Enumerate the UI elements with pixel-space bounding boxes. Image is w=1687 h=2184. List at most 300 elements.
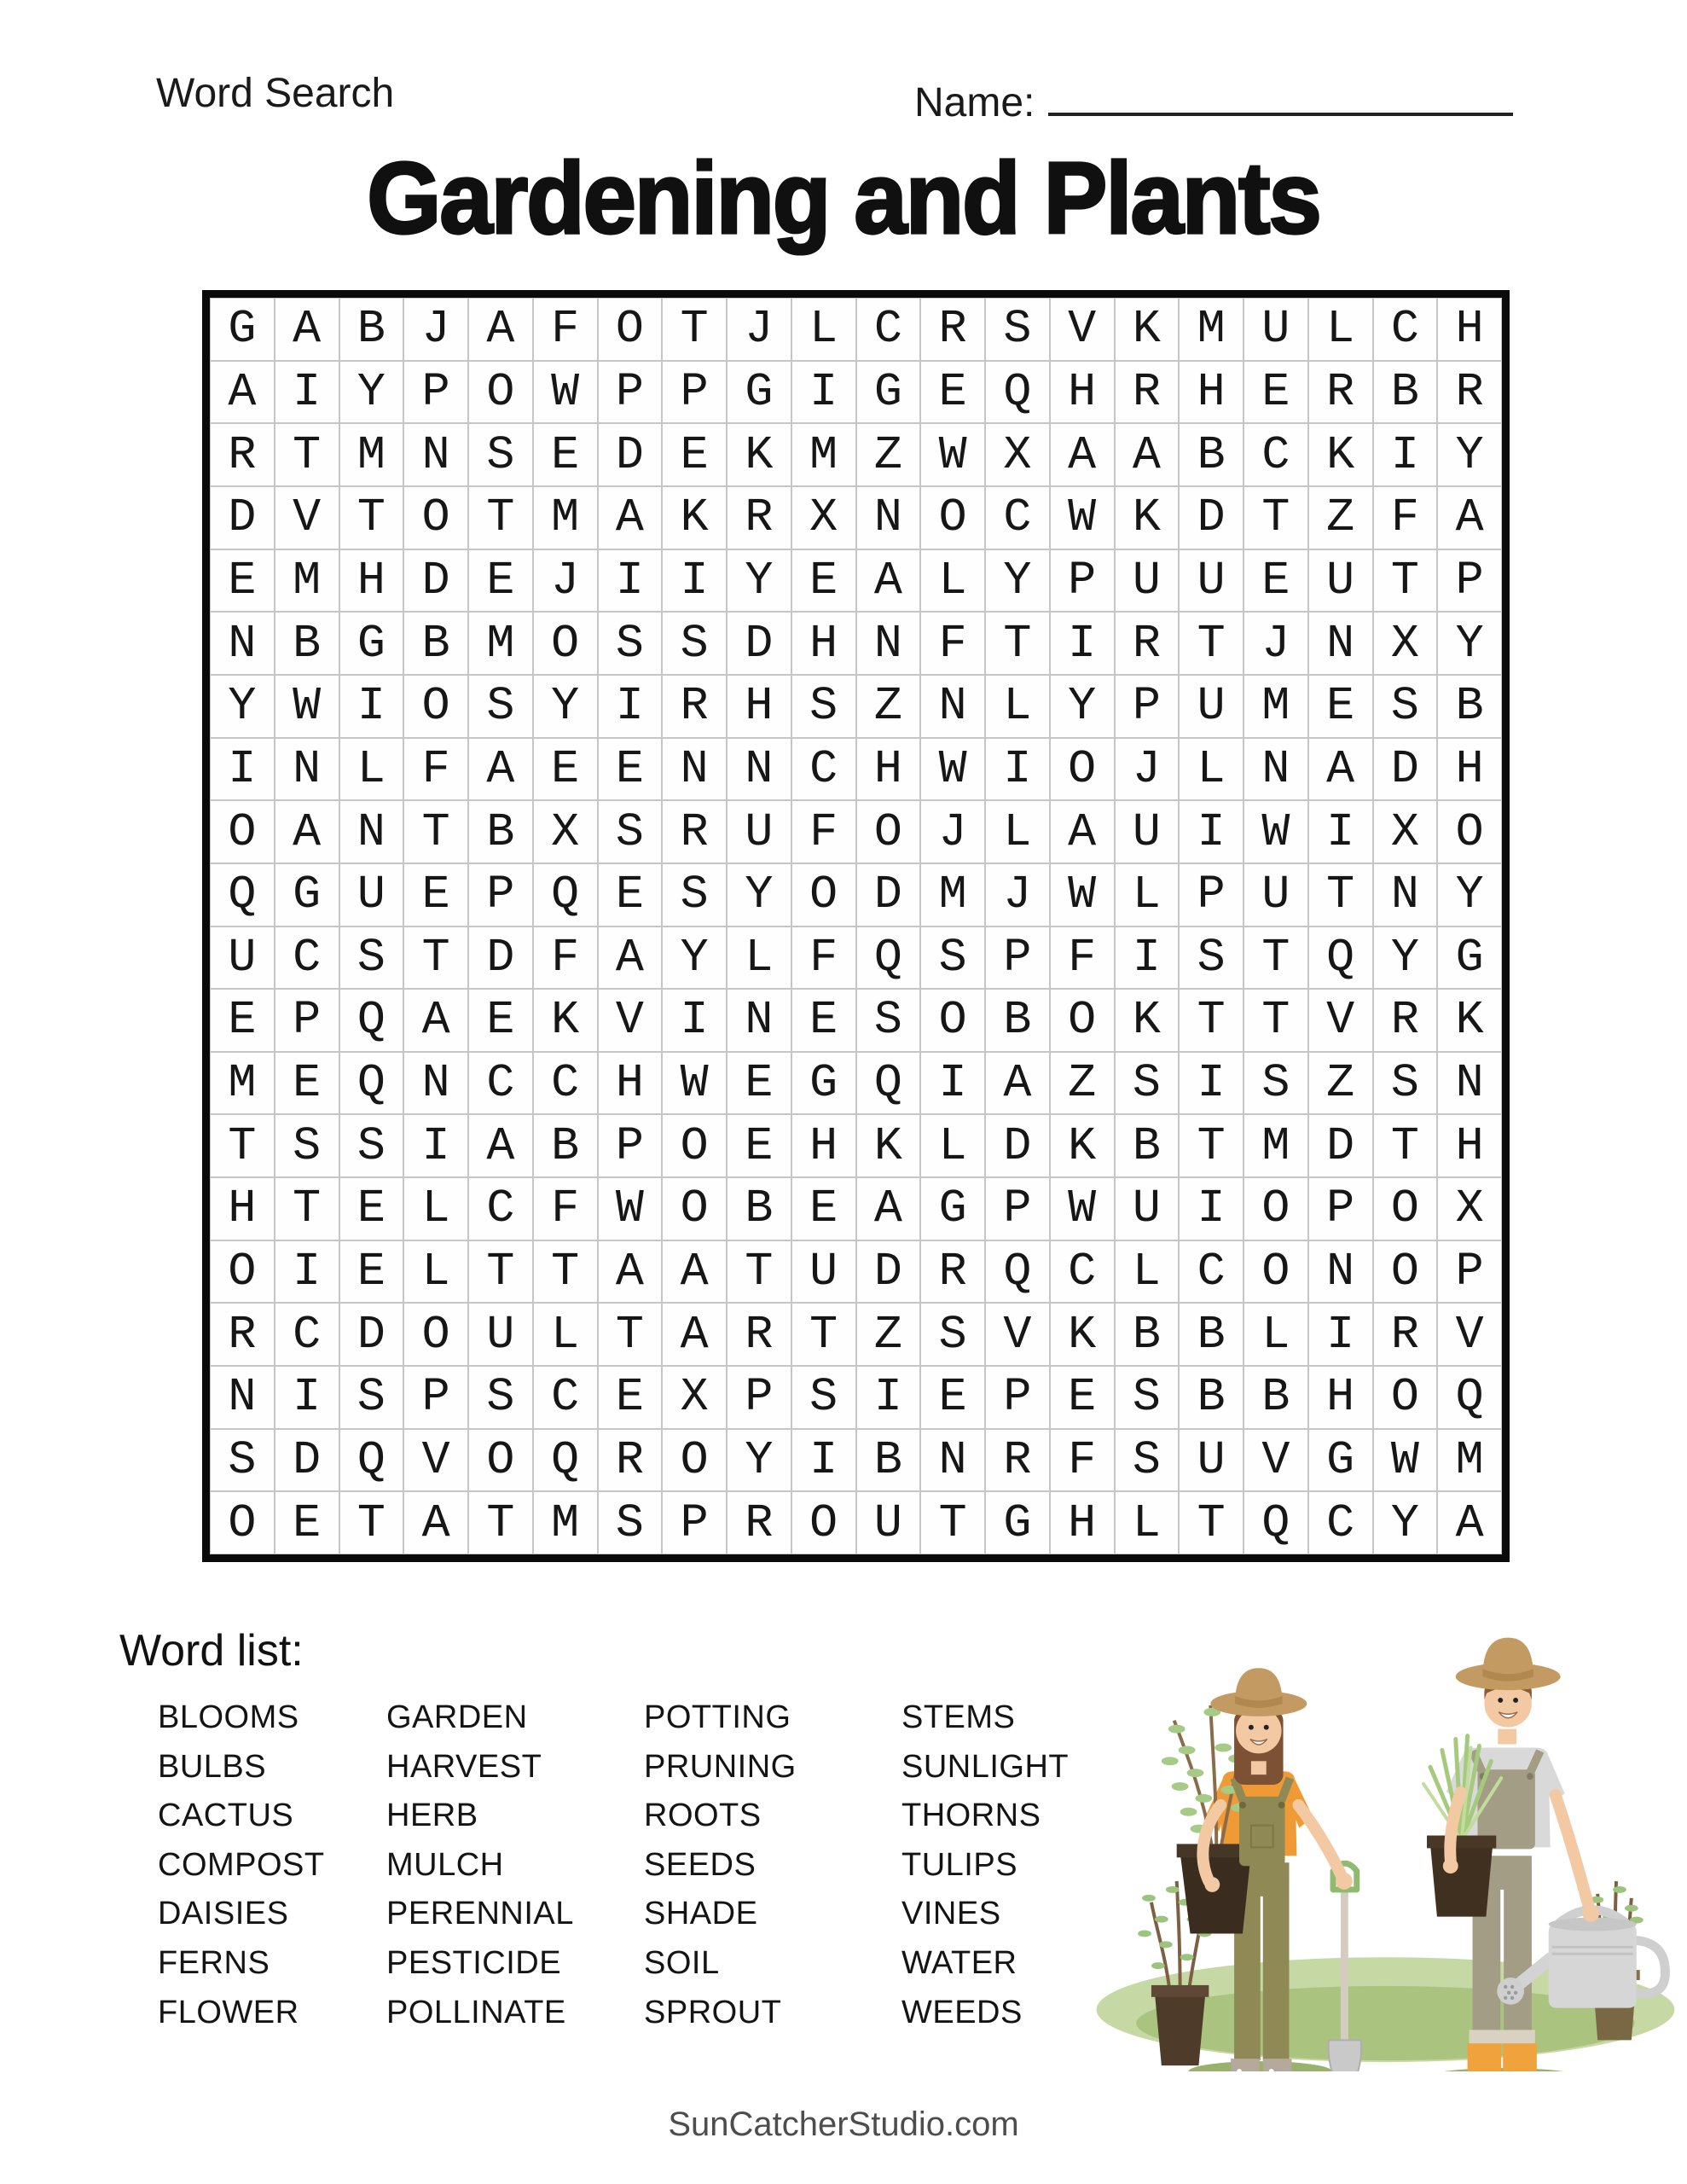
grid-cell: E <box>339 1240 404 1304</box>
grid-cell: C <box>1050 1240 1115 1304</box>
grid-cell: I <box>598 549 663 613</box>
grid-cell: T <box>339 1491 404 1554</box>
grid-cell: E <box>210 549 275 613</box>
word-list-item: BLOOMS <box>158 1699 299 1735</box>
grid-cell: O <box>210 1491 275 1554</box>
grid-cell: G <box>275 863 339 926</box>
grid-cell: B <box>1179 1366 1244 1429</box>
grid-cell: Y <box>210 675 275 738</box>
grid-cell: I <box>275 1240 339 1304</box>
grid-cell: O <box>1050 989 1115 1052</box>
grid-cell: C <box>1373 298 1438 361</box>
grid-cell: O <box>791 863 856 926</box>
grid-cell: O <box>791 1491 856 1554</box>
word-list-item: SEEDS <box>644 1846 757 1883</box>
grid-cell: C <box>533 1052 598 1115</box>
grid-cell: K <box>1050 1114 1115 1177</box>
grid-cell: S <box>598 612 663 675</box>
grid-cell: G <box>210 298 275 361</box>
grid-cell: S <box>339 1114 404 1177</box>
grid-cell: X <box>1437 1177 1502 1240</box>
word-list-item: PERENNIAL <box>386 1896 574 1932</box>
grid-cell: C <box>856 298 921 361</box>
grid-cell: E <box>727 1114 791 1177</box>
grid-cell: A <box>1437 486 1502 549</box>
grid-cell: N <box>727 738 791 801</box>
grid-cell: F <box>791 926 856 990</box>
grid-cell: C <box>791 738 856 801</box>
grid-cell: I <box>1373 423 1438 486</box>
grid-cell: S <box>985 298 1050 361</box>
grid-cell: B <box>1179 1303 1244 1366</box>
grid-cell: M <box>533 486 598 549</box>
grid-cell: I <box>985 738 1050 801</box>
grid-cell: E <box>791 1177 856 1240</box>
grid-cell: N <box>275 738 339 801</box>
grid-cell: B <box>275 612 339 675</box>
grid-cell: Y <box>1437 423 1502 486</box>
grid-cell: W <box>598 1177 663 1240</box>
grid-cell: I <box>1308 800 1373 863</box>
grid-cell: Y <box>1437 612 1502 675</box>
grid-cell: S <box>1179 926 1244 990</box>
grid-cell: H <box>339 549 404 613</box>
word-list-item: COMPOST <box>158 1846 325 1883</box>
grid-cell: S <box>791 1366 856 1429</box>
name-blank-line <box>1048 70 1513 116</box>
grid-cell: O <box>468 1429 533 1492</box>
grid-cell: Y <box>727 549 791 613</box>
grid-cell: H <box>1437 738 1502 801</box>
word-list-item: SUNLIGHT <box>901 1748 1070 1785</box>
grid-cell: G <box>920 1177 985 1240</box>
grid-cell: E <box>1308 675 1373 738</box>
grid-cell: Q <box>985 1240 1050 1304</box>
grid-cell: I <box>275 361 339 424</box>
grid-cell: K <box>1115 989 1180 1052</box>
grid-cell: T <box>985 612 1050 675</box>
grid-cell: I <box>1179 1177 1244 1240</box>
grid-cell: E <box>920 361 985 424</box>
grid-cell: I <box>662 989 727 1052</box>
grid-cell: H <box>1308 1366 1373 1429</box>
grid-cell: O <box>1437 800 1502 863</box>
grid-cell: I <box>210 738 275 801</box>
grid-cell: K <box>1437 989 1502 1052</box>
grid-cell: M <box>1179 298 1244 361</box>
man-head <box>1456 1638 1561 1745</box>
grid-cell: N <box>210 612 275 675</box>
grid-cell: A <box>856 549 921 613</box>
grid-cell: E <box>1050 1366 1115 1429</box>
grid-cell: P <box>468 863 533 926</box>
grid-cell: H <box>791 1114 856 1177</box>
grid-cell: Y <box>533 675 598 738</box>
word-list-item: HARVEST <box>386 1748 542 1785</box>
grid-cell: Z <box>856 675 921 738</box>
grid-cell: M <box>791 423 856 486</box>
grid-cell: E <box>662 423 727 486</box>
woman-head <box>1210 1668 1307 1785</box>
grid-cell: L <box>1115 1240 1180 1304</box>
grid-cell: K <box>662 486 727 549</box>
grid-cell: I <box>856 1366 921 1429</box>
word-list-column <box>901 1693 1069 2037</box>
grid-cell: O <box>468 361 533 424</box>
word-list-item: SPROUT <box>644 1994 782 2030</box>
grid-cell: D <box>1373 738 1438 801</box>
grid-cell: A <box>468 738 533 801</box>
grid-cell: T <box>1179 612 1244 675</box>
word-list-item: SOIL <box>644 1944 720 1981</box>
grid-cell: Z <box>856 1303 921 1366</box>
grid-cell: N <box>403 423 468 486</box>
grid-cell: V <box>1050 298 1115 361</box>
grid-cell: B <box>1437 675 1502 738</box>
grid-cell: A <box>856 1177 921 1240</box>
grid-cell: L <box>920 549 985 613</box>
grid-cell: O <box>662 1114 727 1177</box>
grid-cell: L <box>727 926 791 990</box>
grid-cell: T <box>339 486 404 549</box>
grid-cell: S <box>1373 1052 1438 1115</box>
grid-cell: I <box>1050 612 1115 675</box>
grid-cell: H <box>1437 1114 1502 1177</box>
grid-cell: S <box>468 675 533 738</box>
grid-cell: U <box>856 1491 921 1554</box>
grid-cell: P <box>1179 863 1244 926</box>
word-list-item: FERNS <box>158 1944 270 1981</box>
grid-cell: D <box>1308 1114 1373 1177</box>
grid-cell: B <box>1179 423 1244 486</box>
grid-cell: F <box>791 800 856 863</box>
grid-cell: N <box>727 989 791 1052</box>
grid-cell: I <box>1179 800 1244 863</box>
grid-cell: Q <box>339 1052 404 1115</box>
grid-cell: K <box>1050 1303 1115 1366</box>
grid-cell: W <box>1050 863 1115 926</box>
grid-cell: A <box>1115 423 1180 486</box>
grid-cell: S <box>1115 1366 1180 1429</box>
grid-cell: H <box>1050 361 1115 424</box>
grid-cell: T <box>1179 989 1244 1052</box>
grid-cell: Z <box>1050 1052 1115 1115</box>
grid-cell: J <box>727 298 791 361</box>
grid-cell: D <box>275 1429 339 1492</box>
word-list-item: DAISIES <box>158 1896 289 1932</box>
grid-cell: O <box>598 298 663 361</box>
word-list-item: ROOTS <box>644 1798 762 1834</box>
grid-cell: T <box>1244 989 1308 1052</box>
grid-cell: C <box>985 486 1050 549</box>
grid-cell: D <box>727 612 791 675</box>
grid-cell: O <box>662 1177 727 1240</box>
grid-cell: D <box>210 486 275 549</box>
grid-cell: X <box>1373 800 1438 863</box>
grid-cell: E <box>533 738 598 801</box>
grid-cell: K <box>533 989 598 1052</box>
grid-cell: I <box>791 1429 856 1492</box>
grid-cell: T <box>1373 1114 1438 1177</box>
grid-cell: N <box>1437 1052 1502 1115</box>
grid-cell: G <box>791 1052 856 1115</box>
grid-cell: P <box>985 926 1050 990</box>
grid-cell: P <box>275 989 339 1052</box>
grid-cell: E <box>791 989 856 1052</box>
grid-cell: Q <box>1308 926 1373 990</box>
word-list-item: SHADE <box>644 1896 758 1932</box>
grid-cell: B <box>403 612 468 675</box>
grid-cell: T <box>275 423 339 486</box>
grid-cell: Q <box>339 989 404 1052</box>
grid-cell: U <box>1244 863 1308 926</box>
word-list-column <box>386 1693 574 2037</box>
grid-cell: A <box>403 1491 468 1554</box>
grid-cell: R <box>1373 1303 1438 1366</box>
grid-cell: Y <box>727 1429 791 1492</box>
grid-cell: L <box>985 800 1050 863</box>
grid-cell: E <box>468 549 533 613</box>
grid-cell: H <box>1437 298 1502 361</box>
grid-cell: R <box>662 675 727 738</box>
grid-cell: P <box>1437 549 1502 613</box>
grid-cell: F <box>1373 486 1438 549</box>
grid-cell: B <box>1244 1366 1308 1429</box>
grid-cell: Y <box>662 926 727 990</box>
grid-cell: I <box>339 675 404 738</box>
grid-cell: R <box>210 1303 275 1366</box>
grid-cell: S <box>920 1303 985 1366</box>
grid-cell: H <box>1050 1491 1115 1554</box>
grid-cell: N <box>1244 738 1308 801</box>
grid-cell: S <box>856 989 921 1052</box>
grid-cell: R <box>1115 361 1180 424</box>
grid-cell: Y <box>1373 926 1438 990</box>
grid-cell: A <box>662 1303 727 1366</box>
grid-cell: Q <box>210 863 275 926</box>
grid-cell: O <box>210 800 275 863</box>
grid-cell: D <box>856 1240 921 1304</box>
grid-cell: M <box>339 423 404 486</box>
grid-cell: N <box>1308 1240 1373 1304</box>
grid-cell: W <box>1373 1429 1438 1492</box>
grid-cell: C <box>533 1366 598 1429</box>
grid-cell: W <box>920 738 985 801</box>
grid-cell: Y <box>1437 863 1502 926</box>
grid-cell: G <box>985 1491 1050 1554</box>
grid-cell: A <box>275 298 339 361</box>
grid-cell: O <box>1373 1366 1438 1429</box>
grid-cell: Q <box>533 863 598 926</box>
word-list-item: PRUNING <box>644 1748 797 1785</box>
grid-cell: W <box>920 423 985 486</box>
grid-cell: N <box>1373 863 1438 926</box>
grid-cell: E <box>210 989 275 1052</box>
grid-cell: M <box>533 1491 598 1554</box>
grid-cell: D <box>856 863 921 926</box>
grid-cell: O <box>1244 1177 1308 1240</box>
grid-cell: L <box>1179 738 1244 801</box>
grid-cell: C <box>468 1177 533 1240</box>
word-list-item: WEEDS <box>901 1994 1023 2030</box>
grid-cell: T <box>598 1303 663 1366</box>
grid-cell: T <box>403 926 468 990</box>
grid-cell: N <box>856 612 921 675</box>
grid-cell: X <box>791 486 856 549</box>
grid-cell: E <box>275 1052 339 1115</box>
grid-cell: N <box>1308 612 1373 675</box>
grid-cell: Y <box>727 863 791 926</box>
grid-cell: I <box>1308 1303 1373 1366</box>
grid-cell: M <box>275 549 339 613</box>
grid-cell: O <box>1244 1240 1308 1304</box>
grid-cell: T <box>1179 1491 1244 1554</box>
grid-cell: B <box>856 1429 921 1492</box>
word-list-item: STEMS <box>901 1699 1016 1735</box>
word-list-item: WATER <box>901 1944 1017 1981</box>
grid-cell: G <box>727 361 791 424</box>
grid-cell: R <box>1437 361 1502 424</box>
grid-cell: P <box>1437 1240 1502 1304</box>
word-list-item: VINES <box>901 1896 1001 1932</box>
grid-cell: D <box>339 1303 404 1366</box>
word-list-item: PESTICIDE <box>386 1944 562 1981</box>
grid-cell: S <box>1244 1052 1308 1115</box>
grid-cell: A <box>1308 738 1373 801</box>
grid-cell: S <box>598 800 663 863</box>
grid-cell: I <box>275 1366 339 1429</box>
grid-cell: J <box>1244 612 1308 675</box>
grid-cell: R <box>1373 989 1438 1052</box>
grid-cell: U <box>1115 800 1180 863</box>
grid-cell: U <box>1115 1177 1180 1240</box>
grid-cell: P <box>985 1177 1050 1240</box>
word-list-item: TULIPS <box>901 1846 1018 1883</box>
grid-cell: D <box>403 549 468 613</box>
grid-cell: M <box>468 612 533 675</box>
grid-cell: O <box>533 612 598 675</box>
word-list-column <box>158 1693 325 2037</box>
grid-cell: G <box>1308 1429 1373 1492</box>
grid-cell: Q <box>339 1429 404 1492</box>
grid-cell: Y <box>985 549 1050 613</box>
grid-cell: K <box>1115 486 1180 549</box>
grid-cell: R <box>920 298 985 361</box>
grid-cell: I <box>1115 926 1180 990</box>
grid-cell: V <box>275 486 339 549</box>
grid-cell: F <box>1050 926 1115 990</box>
grid-cell: E <box>403 863 468 926</box>
grid-cell: C <box>1244 423 1308 486</box>
grid-cell: M <box>1244 675 1308 738</box>
gardeners-illustration <box>1085 1602 1678 2071</box>
grid-cell: Y <box>1373 1491 1438 1554</box>
grid-cell: T <box>210 1114 275 1177</box>
grid-cell: R <box>727 1303 791 1366</box>
grid-cell: L <box>985 675 1050 738</box>
grid-cell: N <box>403 1052 468 1115</box>
grid-cell: I <box>791 361 856 424</box>
grid-cell: U <box>1179 549 1244 613</box>
grid-cell: A <box>598 1240 663 1304</box>
grid-cell: N <box>920 1429 985 1492</box>
grid-cell: V <box>598 989 663 1052</box>
grid-cell: E <box>598 1366 663 1429</box>
grid-cell: T <box>727 1240 791 1304</box>
grid-cell: S <box>662 612 727 675</box>
grid-cell: O <box>1373 1240 1438 1304</box>
doc-type-label: Word Search <box>156 71 395 116</box>
grid-cell: S <box>662 863 727 926</box>
grid-cell: G <box>856 361 921 424</box>
grid-cell: K <box>1308 423 1373 486</box>
grid-cell: C <box>468 1052 533 1115</box>
grid-cell: R <box>920 1240 985 1304</box>
grid-cell: W <box>1244 800 1308 863</box>
grid-cell: O <box>210 1240 275 1304</box>
grid-cell: B <box>985 989 1050 1052</box>
grid-cell: E <box>339 1177 404 1240</box>
grid-cell: W <box>662 1052 727 1115</box>
grid-cell: X <box>1373 612 1438 675</box>
grid-cell: J <box>985 863 1050 926</box>
grid-cell: Q <box>1437 1366 1502 1429</box>
grid-cell: H <box>791 612 856 675</box>
grid-cell: B <box>533 1114 598 1177</box>
grid-cell: J <box>1115 738 1180 801</box>
grid-cell: L <box>403 1177 468 1240</box>
grid-cell: V <box>1437 1303 1502 1366</box>
grid-cell: N <box>662 738 727 801</box>
grid-cell: E <box>920 1366 985 1429</box>
word-list-item: FLOWER <box>158 1994 299 2030</box>
grid-cell: I <box>598 675 663 738</box>
grid-cell: S <box>1115 1052 1180 1115</box>
grid-cell: X <box>662 1366 727 1429</box>
grid-cell: V <box>1244 1429 1308 1492</box>
grid-cell: B <box>468 800 533 863</box>
grid-cell: M <box>1437 1429 1502 1492</box>
grid-cell: S <box>598 1491 663 1554</box>
grid-cell: P <box>1050 549 1115 613</box>
grid-cell: S <box>275 1114 339 1177</box>
grid-cell: P <box>1115 675 1180 738</box>
grid-cell: T <box>1244 926 1308 990</box>
grid-cell: Q <box>856 1052 921 1115</box>
grid-cell: J <box>533 549 598 613</box>
grid-cell: O <box>403 675 468 738</box>
grid-cell: I <box>920 1052 985 1115</box>
grid-cell: A <box>468 298 533 361</box>
grid-cell: R <box>598 1429 663 1492</box>
grid-cell: A <box>1050 800 1115 863</box>
grid-cell: C <box>1308 1491 1373 1554</box>
grid-cell: L <box>1115 863 1180 926</box>
grid-cell: U <box>1244 298 1308 361</box>
grid-cell: E <box>468 989 533 1052</box>
grid-cell: P <box>403 1366 468 1429</box>
grid-cell: I <box>662 549 727 613</box>
grid-cell: T <box>468 486 533 549</box>
grid-cell: S <box>468 423 533 486</box>
grid-cell: I <box>1179 1052 1244 1115</box>
grid-cell: P <box>727 1366 791 1429</box>
grid-cell: H <box>856 738 921 801</box>
grid-cell: T <box>662 298 727 361</box>
grid-cell: L <box>791 298 856 361</box>
grid-cell: T <box>533 1240 598 1304</box>
grid-cell: Z <box>856 423 921 486</box>
